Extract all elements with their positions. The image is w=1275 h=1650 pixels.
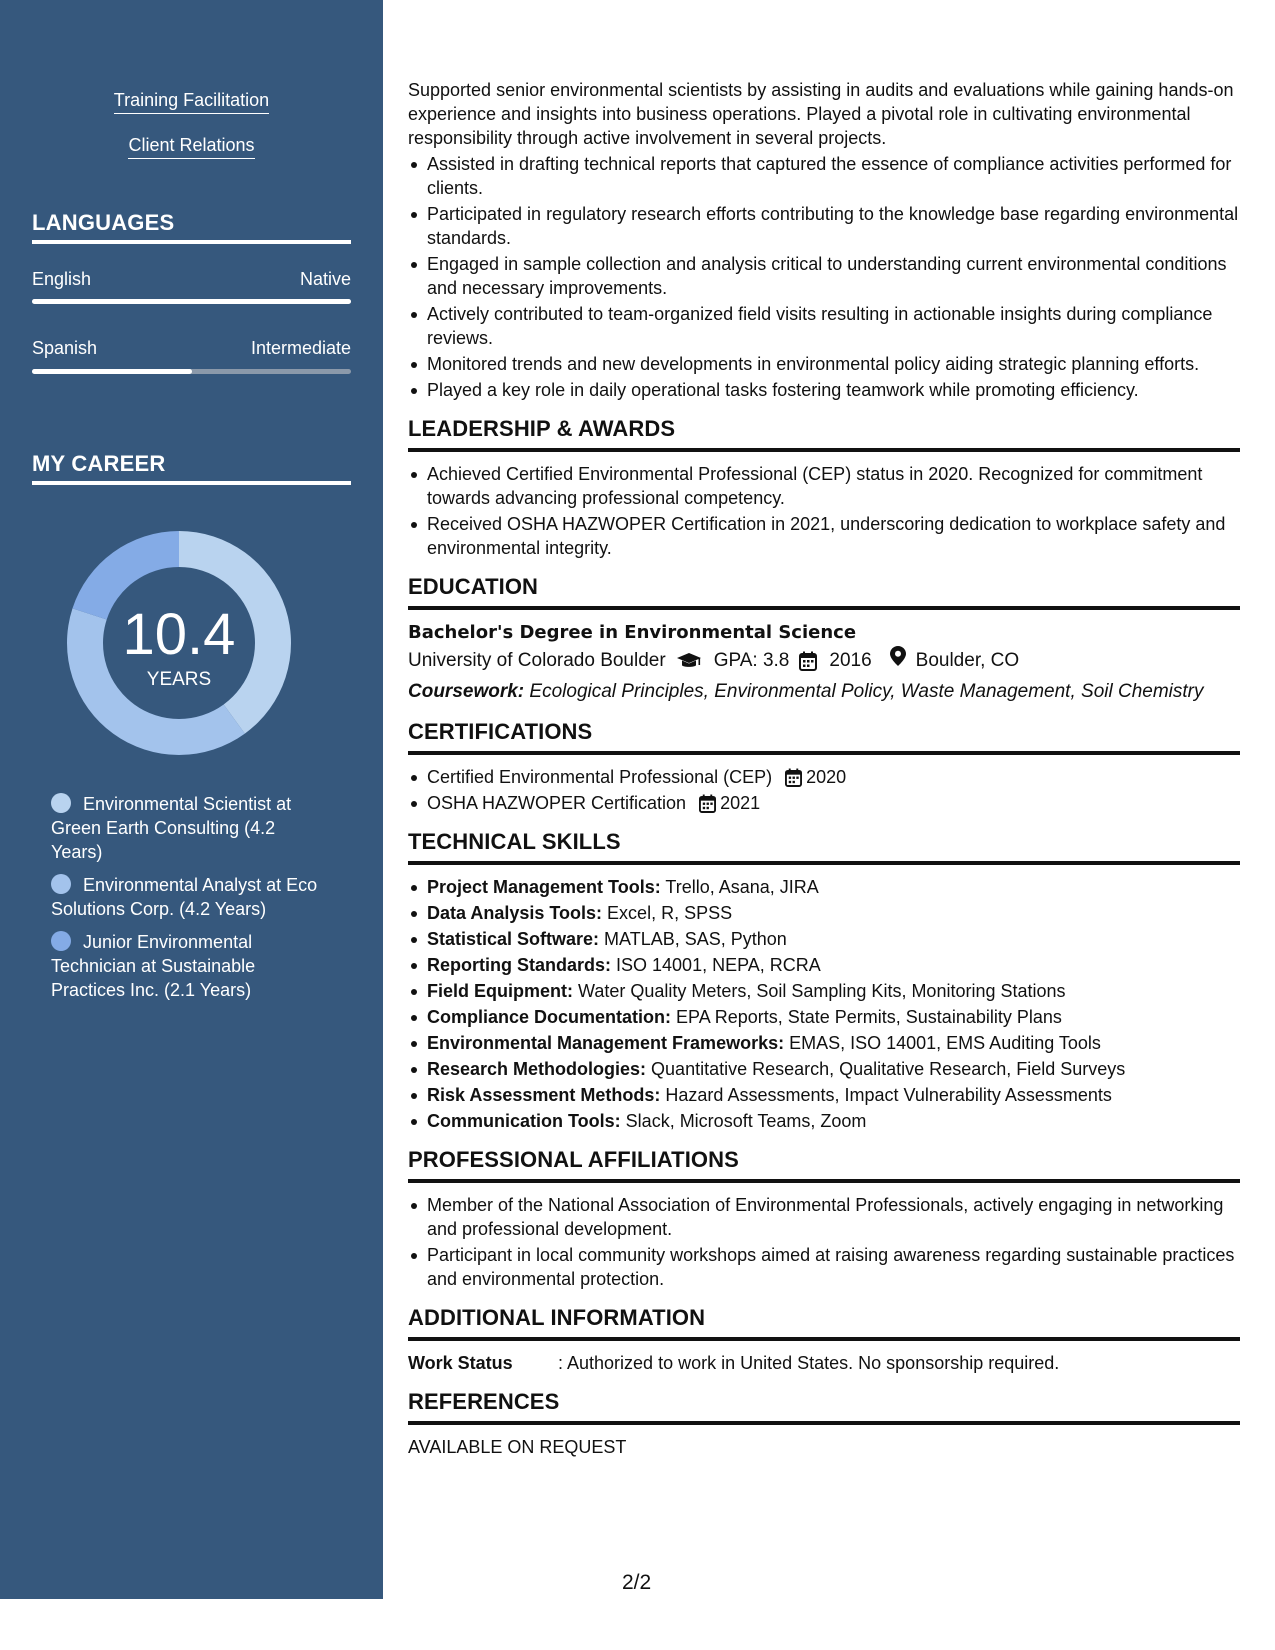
affiliation-item: Member of the National Association of Environmental Professionals, actively engaging in networking and professional development. — [408, 1193, 1240, 1241]
experience-bullet: Actively contributed to team-organized field visits resulting in actionable insights during compliance reviews. — [408, 302, 1240, 350]
career-total-unit: YEARS — [146, 669, 212, 690]
experience-bullet: Monitored trends and new developments in environmental policy aiding strategic planning efforts. — [408, 352, 1240, 376]
technical-skills-list — [408, 875, 1240, 1133]
sidebar — [0, 0, 383, 1599]
skill-values: Excel, R, SPSS — [602, 903, 733, 923]
affiliation-item: Participant in local community workshops aimed at raising awareness regarding sustainable practices and environmental protection. — [408, 1243, 1240, 1291]
graduation-cap-icon — [676, 652, 702, 670]
references-value: AVAILABLE ON REQUEST — [408, 1437, 627, 1457]
career-list — [51, 792, 331, 1011]
references-heading: REFERENCES — [408, 1389, 1240, 1425]
technical-skill-item — [408, 927, 1240, 951]
page-number: 2/2 — [622, 1571, 652, 1594]
calendar-icon — [785, 768, 802, 787]
experience-bullets — [408, 152, 1240, 402]
certification-name: OSHA HAZWOPER Certification — [427, 793, 687, 813]
technical-skill-item — [408, 1005, 1240, 1029]
language-row-spanish — [32, 337, 351, 359]
main-content — [408, 78, 1240, 1459]
career-dot — [51, 874, 71, 894]
skill-values: Quantitative Research, Qualitative Research, Field Surveys — [646, 1059, 1126, 1079]
skill-values: Slack, Microsoft Teams, Zoom — [620, 1111, 867, 1131]
language-bar-fill — [32, 299, 351, 304]
leadership-bullet: Achieved Certified Environmental Professional (CEP) status in 2020. Recognized for commitment towards advancing professional competency. — [408, 462, 1240, 510]
experience-summary: Supported senior environmental scientists by assisting in audits and evaluations while gaining hands-on experience and insights into business operations. Played a pivotal role in cultivating environmental responsibility through active involvement in several projects. — [408, 80, 1234, 148]
leadership-heading: LEADERSHIP & AWARDS — [408, 416, 1240, 452]
skill-values: EMAS, ISO 14001, EMS Auditing Tools — [784, 1033, 1101, 1053]
experience-bullet: Played a key role in daily operational tasks fostering teamwork while promoting efficiency. — [408, 378, 1240, 402]
skill-category: Data Analysis Tools: — [427, 903, 603, 923]
skill-category: Statistical Software: — [427, 929, 600, 949]
language-name: Spanish — [32, 338, 98, 358]
affiliations-heading: PROFESSIONAL AFFILIATIONS — [408, 1147, 1240, 1183]
skill-client-relations: Client Relations — [128, 134, 254, 159]
technical-skill-item — [408, 1031, 1240, 1055]
education-heading: EDUCATION — [408, 574, 1240, 610]
skill-values: Trello, Asana, JIRA — [660, 877, 819, 897]
technical-skill-item — [408, 1109, 1240, 1133]
calendar-icon — [799, 651, 817, 671]
skill-category: Risk Assessment Methods: — [427, 1085, 661, 1105]
skill-training-facilitation: Training Facilitation — [114, 89, 269, 114]
language-bar-spanish — [32, 369, 351, 374]
certification-name: Certified Environmental Professional (CEP) — [427, 767, 773, 787]
career-item-label: Environmental Analyst at Eco Solutions Corp. (4.2 Years) — [51, 875, 318, 919]
coursework-list: Ecological Principles, Environmental Policy, Waste Management, Soil Chemistry — [524, 681, 1204, 702]
language-name: English — [32, 269, 92, 289]
education-year: 2016 — [829, 649, 872, 671]
education-coursework — [408, 679, 1240, 705]
certifications-list — [408, 765, 1240, 815]
education-school: University of Colorado Boulder — [408, 649, 666, 671]
skill-category: Communication Tools: — [427, 1111, 621, 1131]
work-status-label: Work Status — [408, 1353, 513, 1373]
career-item — [51, 792, 331, 864]
career-item-label: Environmental Scientist at Green Earth Consulting (4.2 Years) — [51, 794, 292, 862]
language-level: Native — [299, 269, 351, 289]
skill-category: Field Equipment: — [427, 981, 573, 1001]
technical-skill-item — [408, 953, 1240, 977]
language-level: Intermediate — [250, 338, 351, 358]
career-total-value: 10.4 — [122, 602, 236, 667]
language-row-english — [32, 268, 351, 290]
education-gpa: GPA: 3.8 — [713, 649, 790, 671]
language-bar-fill — [32, 369, 192, 374]
education-location: Boulder, CO — [915, 649, 1020, 671]
coursework-label: Coursework: — [408, 681, 525, 702]
career-dot — [51, 931, 71, 951]
certification-year: 2021 — [720, 793, 761, 813]
education-degree: Bachelor's Degree in Environmental Science — [408, 622, 857, 643]
leadership-bullet: Received OSHA HAZWOPER Certification in 2021, underscoring dedication to workplace safety and environmental integrity. — [408, 512, 1240, 560]
languages-heading: LANGUAGES — [32, 210, 351, 244]
skill-category: Environmental Management Frameworks: — [427, 1033, 785, 1053]
skill-category: Research Methodologies: — [427, 1059, 647, 1079]
career-donut-chart — [66, 530, 292, 756]
technical-skill-item — [408, 979, 1240, 1003]
additional-info-heading: ADDITIONAL INFORMATION — [408, 1305, 1240, 1341]
calendar-icon — [699, 794, 716, 813]
skill-category: Project Management Tools: — [427, 877, 661, 897]
career-item — [51, 930, 331, 1002]
technical-skill-item — [408, 1083, 1240, 1107]
skill-category: Compliance Documentation: — [427, 1007, 672, 1027]
leadership-bullets — [408, 462, 1240, 560]
skill-values: Water Quality Meters, Soil Sampling Kits, Monitoring Stations — [573, 981, 1066, 1001]
work-status-row — [408, 1351, 1240, 1375]
skill-category: Reporting Standards: — [427, 955, 612, 975]
career-dot — [51, 793, 71, 813]
work-status-value: : Authorized to work in United States. No sponsorship required. — [558, 1353, 1060, 1373]
experience-bullet: Engaged in sample collection and analysis critical to understanding current environmental conditions and necessary improvements. — [408, 252, 1240, 300]
technical-skill-item — [408, 901, 1240, 925]
certifications-heading: CERTIFICATIONS — [408, 719, 1240, 755]
skill-values: EPA Reports, State Permits, Sustainability Plans — [671, 1007, 1062, 1027]
skill-values: MATLAB, SAS, Python — [599, 929, 787, 949]
experience-bullet: Assisted in drafting technical reports that captured the essence of compliance activities performed for clients. — [408, 152, 1240, 200]
education-details — [408, 646, 1240, 675]
technical-skills-heading: TECHNICAL SKILLS — [408, 829, 1240, 865]
career-heading: MY CAREER — [32, 451, 351, 485]
technical-skill-item — [408, 1057, 1240, 1081]
skill-values: ISO 14001, NEPA, RCRA — [611, 955, 821, 975]
skill-values: Hazard Assessments, Impact Vulnerability Assessments — [660, 1085, 1112, 1105]
experience-bullet: Participated in regulatory research efforts contributing to the knowledge base regarding environmental standards. — [408, 202, 1240, 250]
certification-item — [408, 765, 1240, 789]
technical-skill-item — [408, 875, 1240, 899]
career-item — [51, 873, 331, 921]
language-bar-english — [32, 299, 351, 304]
location-pin-icon — [890, 646, 906, 675]
affiliations-list — [408, 1193, 1240, 1291]
career-item-label: Junior Environmental Technician at Sustainable Practices Inc. (2.1 Years) — [51, 932, 256, 1000]
certification-item — [408, 791, 1240, 815]
certification-year: 2020 — [806, 767, 847, 787]
